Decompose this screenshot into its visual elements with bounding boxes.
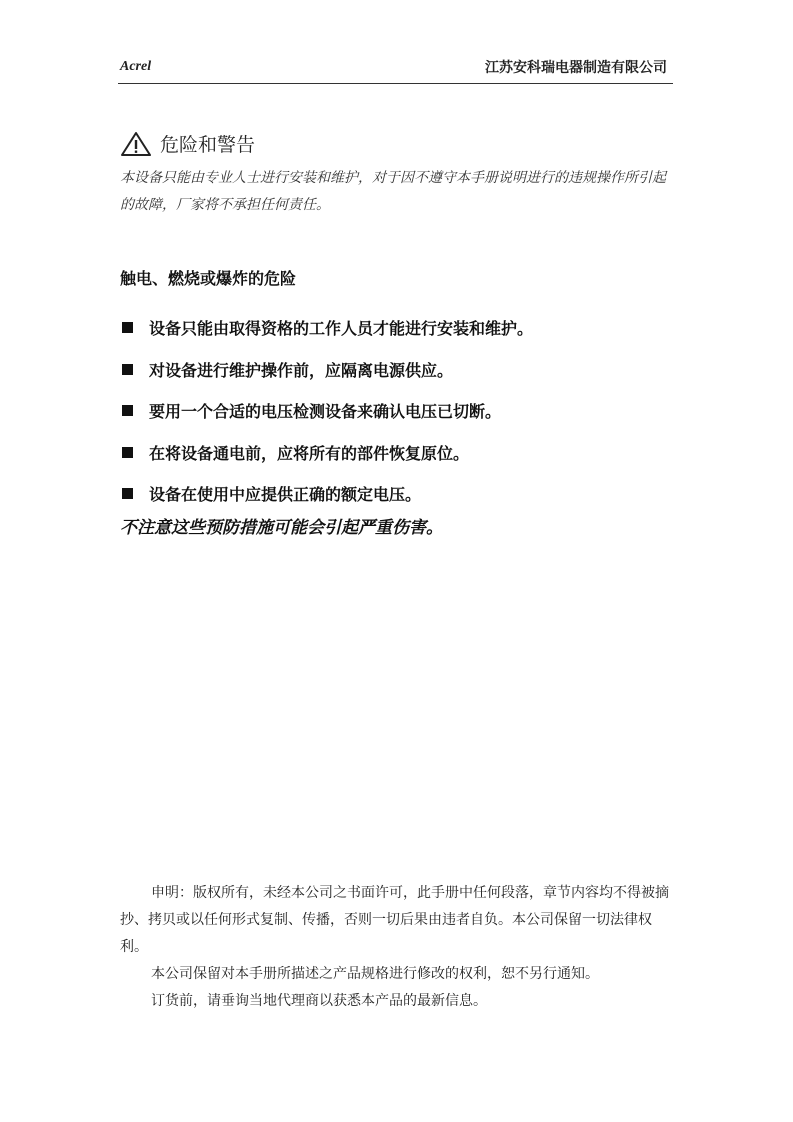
list-item-text: 在将设备通电前，应将所有的部件恢复原位。	[149, 443, 470, 463]
list-item	[122, 307, 533, 349]
company-name: 江苏安科瑞电器制造有限公司	[485, 60, 667, 76]
bullet-square-icon	[122, 447, 133, 458]
list-item-text: 要用一个合适的电压检测设备来确认电压已切断。	[149, 402, 502, 422]
list-item-text: 设备只能由取得资格的工作人员才能进行安装和维护。	[149, 319, 534, 339]
notice-paragraph: 申明：版权所有，未经本公司之书面许可，此手册中任何段落，章节内容均不得被摘抄、拷贝或以任何形式复制、传播，否则一切后果由违者自负。本公司保留一切法律权利。	[120, 885, 669, 955]
list-item	[122, 390, 533, 432]
list-item	[122, 432, 533, 474]
list-item-text: 对设备进行维护操作前，应隔离电源供应。	[149, 360, 454, 380]
warning-triangle-icon	[120, 131, 152, 157]
warning-text: 本设备只能由专业人士进行安装和维护，对于因不遵守本手册说明进行的违规操作所引起的故障，厂家将不承担任何责任。	[120, 170, 666, 213]
brand-logo-text: Acrel	[120, 59, 152, 74]
warning-title: 危险和警告	[160, 134, 256, 156]
header-divider	[118, 83, 673, 84]
copyright-notice	[120, 880, 676, 1015]
warning-heading	[120, 130, 255, 157]
list-item	[122, 349, 533, 391]
hazard-title: 触电、燃烧或爆炸的危险	[120, 269, 297, 288]
bullet-square-icon	[122, 405, 133, 416]
list-item	[122, 473, 533, 515]
hazard-list	[122, 307, 533, 515]
bullet-square-icon	[122, 322, 133, 333]
list-item-text: 设备在使用中应提供正确的额定电压。	[149, 485, 422, 505]
hazard-consequence: 不注意这些预防措施可能会引起严重伤害。	[120, 518, 443, 538]
bullet-square-icon	[122, 364, 133, 375]
notice-paragraph: 本公司保留对本手册所描述之产品规格进行修改的权利，恕不另行通知。	[151, 966, 599, 982]
notice-paragraph: 订货前，请垂询当地代理商以获悉本产品的最新信息。	[151, 993, 487, 1009]
bullet-square-icon	[122, 488, 133, 499]
